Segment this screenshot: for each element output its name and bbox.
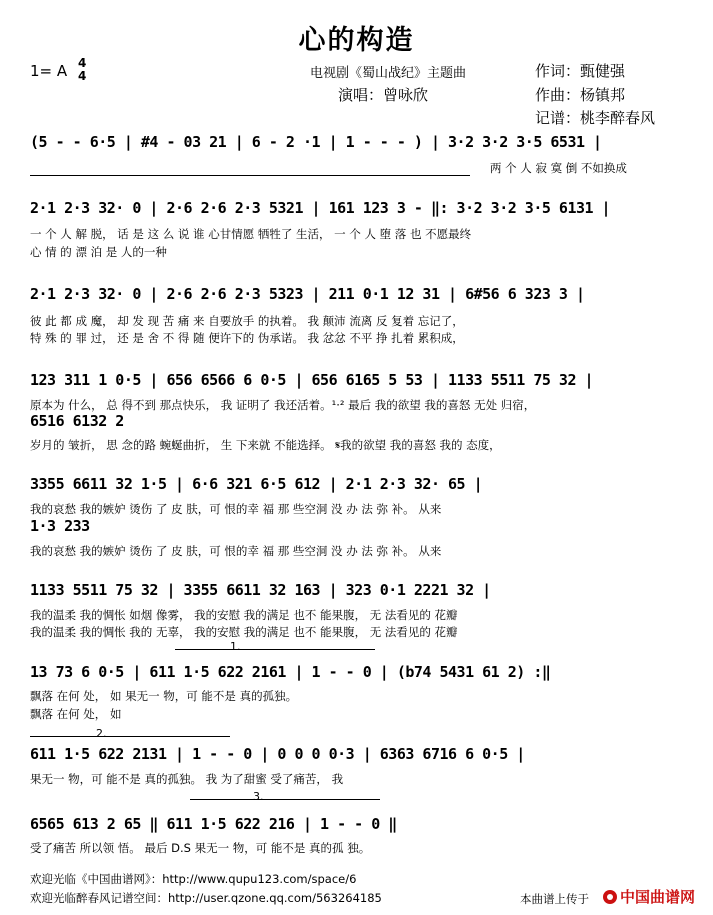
meter-bottom: 4	[78, 69, 87, 83]
volta-bracket-2	[30, 736, 230, 737]
notation-row-5-alt: 1·3 233	[30, 517, 90, 535]
logo-icon	[603, 890, 617, 904]
notation-row-4-alt: 6516 6132 2	[30, 412, 124, 430]
subtitle: 电视剧《蜀山战纪》主题曲	[310, 66, 467, 81]
notation-row-8: 611 1·5 622 2131 | 1 - - 0 | 0 0 0 0·3 | 6363 6716 6 0·5 |	[30, 745, 525, 763]
meter-top: 4	[78, 56, 87, 70]
site-logo-text: 中国曲谱网	[620, 888, 696, 906]
notation-row-9: 6565 613 2 65 ‖ 611 1·5 622 216 | 1 - - 0 ‖	[30, 815, 397, 833]
lyric-row-5: 我的哀愁 我的嫉妒 烫伤 了 皮 肤，可 恨的幸 福 那 些空洞 没 办 法 弥 补。 从来	[30, 502, 442, 516]
lyric-row-7a: 飘落 在何 处， 如 果无一 物，可 能不是 真的孤独。	[30, 689, 298, 703]
notation-row-7: 13 73 6 0·5 | 611 1·5 622 2161 | 1 - - 0 | (b74 5431 61 2) :‖	[30, 663, 551, 681]
volta-bracket-1	[175, 649, 375, 650]
volta-label-3: 3.	[253, 790, 264, 803]
lyric-row-4-alt: 岁月的 皱折， 思 念的路 蜿蜒曲折， 生 下来就 不能选择。 𝄋我的欲望 我的喜怒 我的 态度，	[30, 438, 501, 452]
lyric-row-2b: 心 情 的 漂 泊 是 人的一种	[30, 245, 167, 259]
transcriber: 记谱：桃李醉春风	[535, 109, 656, 127]
key-signature: 1= A	[30, 62, 68, 80]
lyric-row-6a: 我的温柔 我的惆怅 如烟 像雾， 我的安慰 我的满足 也不 能果腹， 无 法看见的 花瓣	[30, 608, 458, 622]
footer-link-1[interactable]: 欢迎光临《中国曲谱网》：http://www.qupu123.com/space/6	[30, 872, 357, 886]
time-signature	[78, 57, 86, 83]
notation-row-3: 2·1 2·3 32· 0 | 2·6 2·6 2·3 5323 | 211 0·1 12 31 | 6#56 6 323 3 |	[30, 285, 585, 303]
notation-row-4: 123 311 1 0·5 | 656 6566 6 0·5 | 656 6165 5 53 | 1133 5511 75 32 |	[30, 371, 594, 389]
lyric-row-9: 受了痛苦 所以领 悟。 最后 D.S 果无一 物，可 能不是 真的孤 独。	[30, 841, 371, 855]
lyric-row-3a: 彼 此 都 成 魔， 却 发 现 苦 痛 来 自要放手 的执着。 我 颠沛 流离 反 复着 忘记了，	[30, 314, 464, 328]
lyric-row-3b: 特 殊 的 罪 过， 还 是 舍 不 得 随 便许下的 伪承诺。 我 忿忿 不平 挣 扎着 累积成，	[30, 331, 464, 345]
lyric-row-1: 两 个 人 寂 寞 倒 不如换成	[490, 161, 627, 175]
singer: 演唱：曾咏欣	[338, 86, 429, 104]
lyric-row-6b: 我的温柔 我的惆怅 我的 无辜， 我的安慰 我的满足 也不 能果腹， 无 法看见的 花瓣	[30, 625, 458, 639]
lyricist: 作词：甄健强	[535, 62, 626, 80]
lyric-row-2a: 一 个 人 解 脱， 话 是 这 么 说 谁 心甘情愿 牺牲了 生活， 一 个 人 堕 落 也 不愿最终	[30, 227, 472, 241]
composer: 作曲：杨镇邦	[535, 86, 626, 104]
footer-link-2[interactable]: 欢迎光临醉春风记谱空间：http://user.qzone.qq.com/563264185	[30, 891, 382, 905]
volta-label-1: 1.	[230, 640, 241, 653]
lyric-row-7b: 飘落 在何 处， 如	[30, 707, 122, 721]
lyric-row-5-alt: 我的哀愁 我的嫉妒 烫伤 了 皮 肤，可 恨的幸 福 那 些空洞 没 办 法 弥 补。 从来	[30, 544, 442, 558]
lyric-row-4: 原本为 什么， 总 得不到 那点快乐， 我 证明了 我还活着。¹·² 最后 我的欲望 我的喜怒 无处 归宿，	[30, 398, 536, 412]
notation-row-6: 1133 5511 75 32 | 3355 6611 32 163 | 323 0·1 2221 32 |	[30, 581, 491, 599]
lyric-row-8: 果无一 物，可 能不是 真的孤独。 我 为了甜蜜 受了痛苦， 我	[30, 772, 344, 786]
notation-row-2: 2·1 2·3 32· 0 | 2·6 2·6 2·3 5321 | 161 123 3 - ‖: 3·2 3·2 3·5 6131 |	[30, 199, 611, 217]
separator-line	[30, 175, 470, 176]
volta-label-2: 2.	[96, 727, 107, 740]
song-title: 心的构造	[298, 25, 415, 56]
notation-row-1: (5 - - 6·5 | #4 - 03 21 | 6 - 2 ·1 | 1 - - - ) | 3·2 3·2 3·5 6531 |	[30, 133, 602, 151]
notation-row-5: 3355 6611 32 1·5 | 6·6 321 6·5 612 | 2·1 2·3 32· 65 |	[30, 475, 483, 493]
site-logo[interactable]	[603, 886, 695, 907]
uploaded-label: 本曲谱上传于	[520, 892, 589, 906]
volta-bracket-3	[190, 799, 380, 800]
